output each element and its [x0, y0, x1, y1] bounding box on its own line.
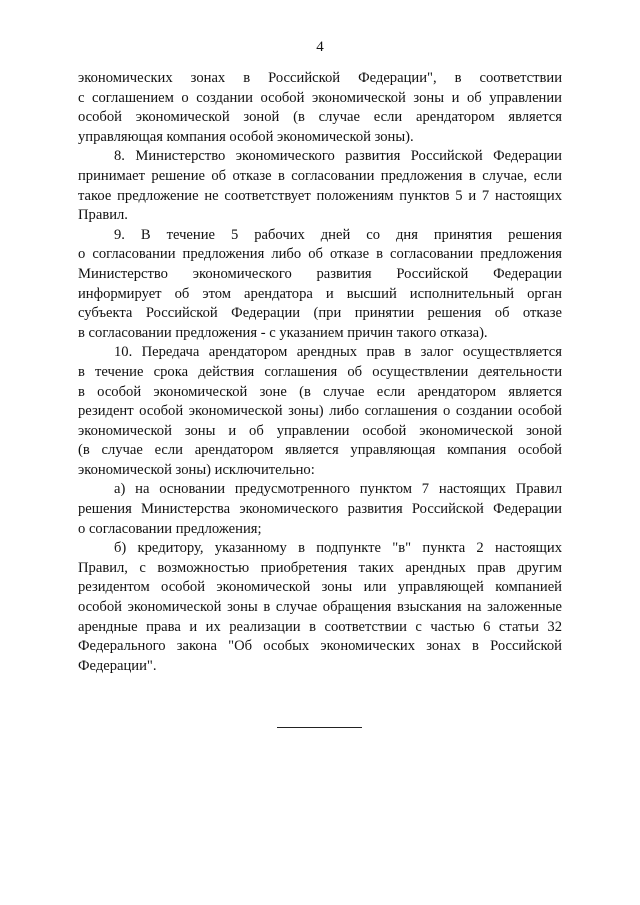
subparagraph-b-line: Федерации". — [78, 657, 157, 674]
subparagraph-b-line: б) кредитору, указанному в подпункте "в" пункта 2 настоящих — [114, 540, 562, 557]
text-line: особой экономической зоной (в случае если арендатором является — [78, 109, 562, 126]
paragraph-8-line: принимает решение об отказе в согласовании предложения в случае, если — [78, 167, 562, 184]
paragraph-9-line: 9. В течение 5 рабочих дней со дня принятия решения — [114, 226, 562, 243]
paragraph-10-line: 10. Передача арендатором арендных прав в залог осуществляется — [114, 344, 562, 361]
paragraph-10-line: в течение срока действия соглашения об осуществлении деятельности — [78, 363, 562, 380]
paragraph-9-line: в согласовании предложения - с указанием причин такого отказа). — [78, 324, 488, 341]
page-number: 4 — [316, 39, 324, 55]
paragraph-9-line: субъекта Российской Федерации (при принятии решения об отказе — [78, 305, 562, 322]
text-line: с соглашением о создании особой экономической зоны и об управлении — [78, 89, 562, 106]
paragraph-8-line: такое предложение не соответствует положениям пунктов 5 и 7 настоящих — [78, 187, 562, 204]
end-divider-line — [277, 727, 362, 728]
paragraph-9-line: информирует об этом арендатора и высший исполнительный орган — [78, 285, 562, 302]
paragraph-10-line: (в случае если арендатором является управляющая компания особой — [78, 442, 562, 459]
paragraph-9-line: Министерство экономического развития Российской Федерации — [78, 265, 562, 282]
paragraph-8-line: 8. Министерство экономического развития Российской Федерации — [114, 148, 562, 165]
paragraph-10-line: экономической зоны и об управлении особой экономической зоной — [78, 422, 562, 439]
paragraph-9-line: о согласовании предложения либо об отказе в согласовании предложения — [78, 246, 562, 263]
document-body — [78, 69, 562, 676]
subparagraph-b-line: особой экономической зоны в случае обращения взыскания на заложенные — [78, 599, 562, 616]
subparagraph-a-line: а) на основании предусмотренного пунктом 7 настоящих Правил — [114, 481, 562, 498]
subparagraph-b-line: Правил, с возможностью приобретения таких арендных прав другим — [78, 559, 562, 576]
paragraph-10-line: в особой экономической зоне (в случае если арендатором является — [78, 383, 562, 400]
subparagraph-b-line: резидентом особой экономической зоны или управляющей компанией — [78, 579, 562, 596]
text-line: экономических зонах в Российской Федерации", в соответствии — [78, 70, 562, 86]
text-line: управляющая компания особой экономической зоны). — [78, 128, 414, 145]
subparagraph-a-line: о согласовании предложения; — [78, 520, 262, 537]
subparagraph-b-line: Федерального закона "Об особых экономических зонах в Российской — [78, 638, 562, 655]
paragraph-10-line: экономической зоны) исключительно: — [78, 461, 315, 478]
subparagraph-a-line: решения Министерства экономического развития Российской Федерации — [78, 501, 562, 518]
subparagraph-b-line: арендные права и их реализации в соответствии с частью 6 статьи 32 — [78, 618, 562, 635]
paragraph-8-line: Правил. — [78, 207, 128, 224]
paragraph-10-line: резидент особой экономической зоны) либо соглашения о создании особой — [78, 403, 562, 420]
